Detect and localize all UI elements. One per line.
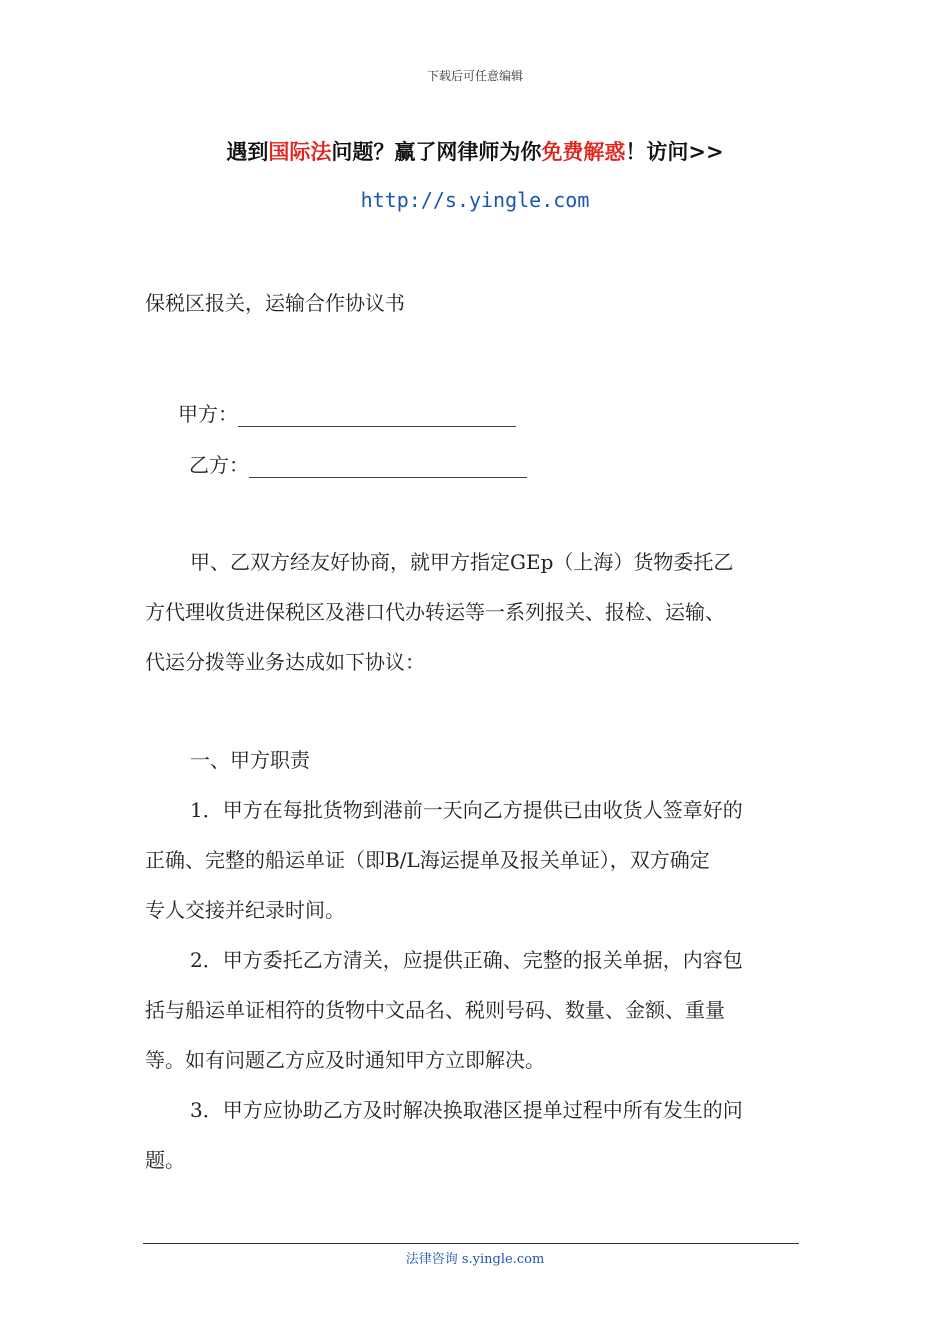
paragraph-line: 等。如有问题乙方应及时通知甲方立即解决。 <box>145 1048 545 1072</box>
party-a-blank <box>238 404 516 427</box>
party-a-field <box>178 398 516 427</box>
party-b-label: 乙方： <box>189 453 249 477</box>
promo-text: 问题？赢了网律师为你 <box>331 139 542 164</box>
clause-1 <box>145 785 810 935</box>
promo-highlight: 免费解惑 <box>541 139 626 164</box>
intro-paragraph <box>145 537 810 687</box>
paragraph-line: 2．甲方委托乙方清关，应提供正确、完整的报关单据，内容包 <box>190 948 743 972</box>
paragraph-line: 专人交接并纪录时间。 <box>145 898 345 922</box>
party-a-label: 甲方： <box>178 402 238 426</box>
paragraph-line: 3．甲方应协助乙方及时解决换取港区提单过程中所有发生的问 <box>190 1098 743 1122</box>
promo-text: 遇到 <box>226 139 269 164</box>
paragraph-line: 题。 <box>145 1148 185 1172</box>
paragraph-line: 代运分拨等业务达成如下协议： <box>145 650 425 674</box>
promo-banner[interactable] <box>0 136 950 166</box>
clause-3 <box>145 1085 810 1185</box>
section-heading <box>145 735 810 785</box>
footer-link[interactable]: 法律咨询 s.yingle.com <box>405 1252 545 1267</box>
header-note: 下载后可任意编辑 <box>426 69 523 83</box>
paragraph-line: 甲、乙双方经友好协商，就甲方指定GEp（上海）货物委托乙 <box>190 550 734 574</box>
promo-text: ！访问>> <box>625 139 724 164</box>
party-b-blank <box>249 455 527 478</box>
paragraph-line: 1．甲方在每批货物到港前一天向乙方提供已由收货人签章好的 <box>190 798 743 822</box>
party-b-field <box>189 449 527 478</box>
paragraph-line: 括与船运单证相符的货物中文品名、税则号码、数量、金额、重量 <box>145 998 725 1022</box>
section-heading-text: 一、甲方职责 <box>190 748 310 772</box>
paragraph-line: 正确、完整的船运单证（即B/L海运提单及报关单证），双方确定 <box>145 848 710 872</box>
promo-link[interactable]: http://s.yingle.com <box>360 188 590 212</box>
paragraph-line: 方代理收货进保税区及港口代办转运等一系列报关、报检、运输、 <box>145 600 725 624</box>
clause-2 <box>145 935 810 1085</box>
footer-divider <box>143 1243 799 1244</box>
promo-highlight: 国际法 <box>268 139 332 164</box>
document-title: 保税区报关，运输合作协议书 <box>145 291 405 315</box>
